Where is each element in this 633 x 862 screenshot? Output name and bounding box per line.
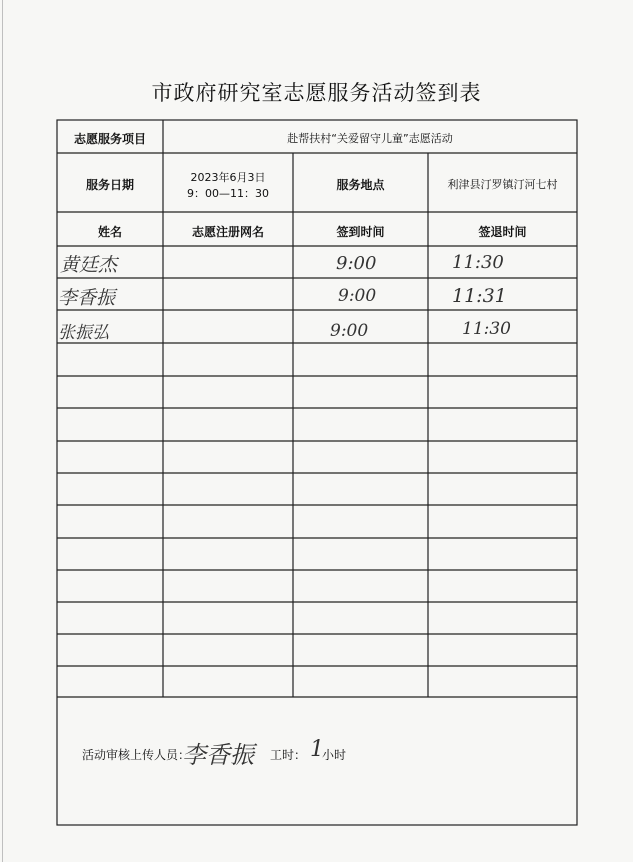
hours-label: 工时： [270, 748, 307, 762]
row-1-checkin: 9:00 [336, 253, 377, 274]
row-3-checkin: 9:00 [330, 321, 369, 341]
column-header-name: 姓名 [97, 225, 122, 239]
column-header-checkout: 签退时间 [478, 225, 527, 239]
row-3-name: 张振弘 [58, 323, 109, 343]
location-label: 服务地点 [336, 178, 385, 192]
row-1-checkout: 11:30 [452, 252, 504, 273]
row-3-checkout: 11:30 [462, 319, 511, 339]
location-value: 利津县汀罗镇汀河七村 [447, 178, 558, 191]
uploader-signature: 李香振 [182, 741, 254, 769]
row-1-name: 黄廷杰 [60, 254, 118, 276]
column-header-checkin: 签到时间 [336, 225, 385, 239]
date-label: 服务日期 [85, 178, 134, 192]
row-2-checkin: 9:00 [338, 286, 377, 306]
project-label: 志愿服务项目 [73, 132, 146, 146]
page-title: 市政府研究室志愿服务活动签到表 [151, 81, 482, 105]
row-2-checkout: 11:31 [452, 285, 507, 307]
uploader-label: 活动审核上传人员： [82, 748, 191, 762]
date-value-line1: 2023年6月3日 [190, 171, 266, 184]
hours-unit: 小时 [322, 748, 347, 762]
date-value-line2: 9：00—11：30 [187, 187, 269, 200]
project-value: 赴帮扶村“关爱留守儿童”志愿活动 [287, 132, 453, 145]
row-2-name: 李香振 [58, 287, 116, 309]
hours-value: 1 [310, 737, 324, 762]
column-header-netname: 志愿注册网名 [191, 225, 264, 239]
